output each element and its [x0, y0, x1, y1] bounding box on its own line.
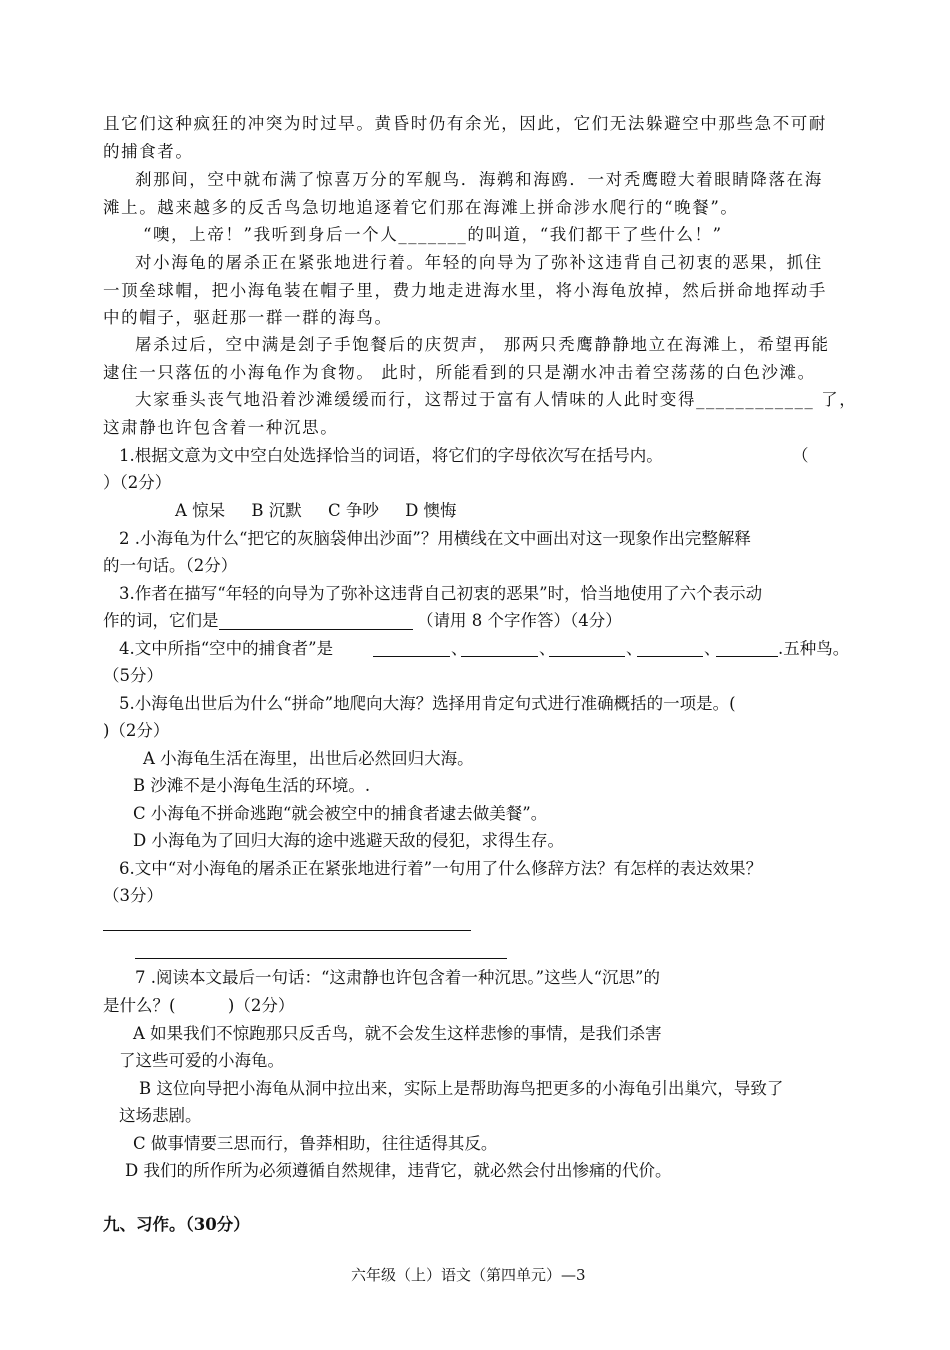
passage-line: 大家垂头丧气地沿着沙滩缓缓而行，这帮过于富有人情味的人此时变得____________ 了， — [135, 390, 858, 409]
answer-blank — [461, 656, 538, 657]
question-5: 5.小海龟出世后为什么“拼命”地爬向大海？选择用肯定句式进行准确概括的一项是。( — [119, 694, 736, 713]
question-5-score: )（2分） — [103, 721, 170, 740]
option-a: A 小海龟生活在海里，出世后必然回归大海。 — [143, 749, 474, 768]
question-1-options: A 惊呆 B 沉默 C 争吵 D 懊悔 — [175, 501, 457, 520]
answer-blank — [373, 656, 450, 657]
answer-blank — [637, 656, 703, 657]
passage-line: 刹那间，空中就布满了惊喜万分的军舰鸟．海鹈和海鸥．一对秃鹰瞪大着眼睛降落在海 — [135, 170, 823, 189]
separator: 、 — [626, 639, 643, 658]
option-b: B 沙滩不是小海龟生活的环境。. — [133, 776, 371, 795]
page-footer: 六年级（上）语文（第四单元）—3 — [351, 1266, 586, 1284]
passage-line: 这肃静也许包含着一种沉思。 — [103, 418, 339, 437]
option-c: C 做事情要三思而行，鲁莽相助，往往适得其反。 — [133, 1134, 498, 1153]
question-3: 3.作者在描写“年轻的向导为了弥补这违背自己初衷的恶果”时，恰当地使用了六个表示动 — [119, 584, 763, 603]
answer-line — [135, 958, 507, 959]
option-d: D 我们的所作所为必须遵循自然规律，违背它，就必然会付出惨痛的代价。 — [125, 1161, 672, 1180]
passage-line: 的捕食者。 — [103, 142, 194, 161]
option-c: C 小海龟不拼命逃跑“就会被空中的捕食者逮去做美餐”。 — [133, 804, 548, 823]
option-b-cont: 这场悲剧。 — [119, 1106, 202, 1125]
answer-blank — [549, 656, 625, 657]
passage-line: 屠杀过后，空中满是刽子手饱餐后的庆贺声， 那两只秃鹰静静地立在海滩上，希望再能 — [135, 335, 830, 354]
passage-line: 且它们这种疯狂的冲突为时过早。黄昏时仍有余光，因此，它们无法躲避空中那些急不可耐 — [103, 114, 827, 133]
separator: 、 — [539, 639, 556, 658]
separator: 、 — [451, 639, 468, 658]
question-7-score: 是什么？( )（2分） — [103, 996, 295, 1015]
section-heading: 九、习作。（30分） — [103, 1215, 250, 1234]
passage-line: 滩上。越来越多的反舌鸟急切地追逐着它们那在海滩上拼命涉水爬行的“晚餐”。 — [103, 198, 739, 217]
question-7: 7 .阅读本文最后一句话：“这肃静也许包含着一种沉思。”这些人“沉思”的 — [135, 968, 660, 987]
question-4-suffix: .五种鸟。 — [778, 639, 850, 658]
question-1: 1.根据文意为文中空白处选择恰当的词语，将它们的字母依次写在括号内。 — [119, 446, 663, 465]
passage-line: 一顶垒球帽，把小海龟装在帽子里，费力地走进海水里，将小海龟放掉，然后拼命地挥动手 — [103, 281, 827, 300]
answer-blank — [219, 629, 413, 630]
question-1-paren: （ — [792, 446, 809, 465]
option-b: B 这位向导把小海龟从洞中拉出来，实际上是帮助海鸟把更多的小海龟引出巢穴，导致了 — [139, 1079, 784, 1098]
question-2-score: 的一句话。（2分） — [103, 556, 238, 575]
question-6-score: （3分） — [103, 886, 163, 905]
answer-line — [103, 930, 471, 931]
question-2: 2 .小海龟为什么“把它的灰脑袋伸出沙面”？用横线在文中画出对这一现象作出完整解释 — [119, 529, 751, 548]
passage-line: 逮住一只落伍的小海龟作为食物。 此时，所能看到的只是潮水冲击着空荡荡的白色沙滩。 — [103, 363, 816, 382]
question-3-prefix: 作的词，它们是 — [103, 611, 219, 630]
question-6: 6.文中“对小海龟的屠杀正在紧张地进行着”一句用了什么修辞方法？有怎样的表达效果？ — [119, 859, 763, 878]
passage-line: 对小海龟的屠杀正在紧张地进行着。年轻的向导为了弥补这违背自己初衷的恶果，抓住 — [135, 253, 823, 272]
option-d: D 小海龟为了回归大海的途中逃避天敌的侵犯，求得生存。 — [133, 831, 564, 850]
question-1-score: ）（2分） — [103, 473, 172, 492]
question-4: 4.文中所指“空中的捕食者”是 — [119, 639, 334, 658]
separator: 、 — [704, 639, 721, 658]
option-a: A 如果我们不惊跑那只反舌鸟，就不会发生这样悲惨的事情，是我们杀害 — [133, 1024, 662, 1043]
question-3-suffix: （请用 8 个字作答）（4分） — [417, 611, 622, 630]
passage-line: 中的帽子，驱赶那一群一群的海鸟。 — [103, 308, 393, 327]
option-a-cont: 了这些可爱的小海龟。 — [119, 1051, 284, 1070]
answer-blank — [716, 656, 778, 657]
passage-line: “噢，上帝！”我听到身后一个人_______的叫道，“我们都干了些什么！” — [143, 225, 723, 244]
question-4-score: （5分） — [103, 666, 163, 685]
